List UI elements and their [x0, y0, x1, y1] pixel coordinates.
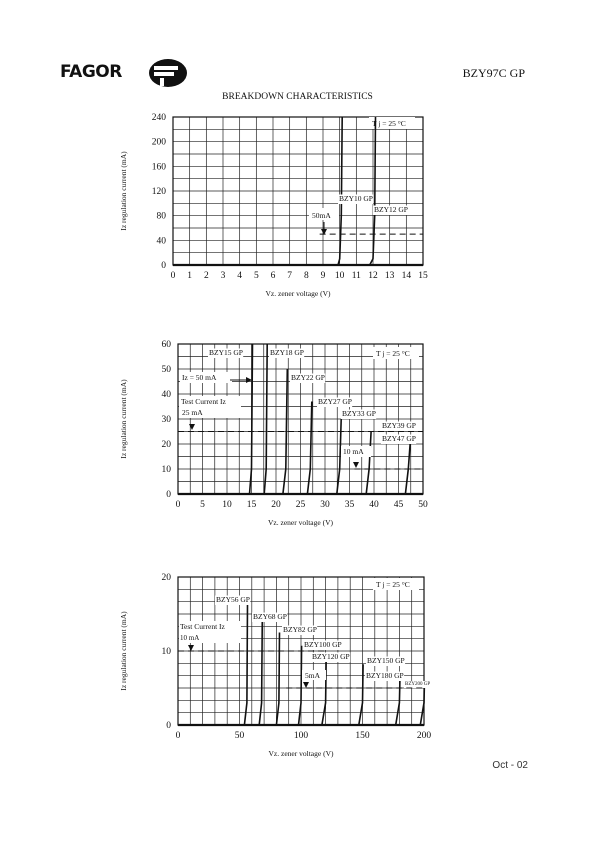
iz-label: Iz = 50 mA: [182, 373, 217, 382]
breakdown-curve: [244, 603, 247, 725]
series-label: BZY68 GP: [253, 612, 287, 621]
x-tick-label: 12: [368, 271, 378, 281]
x-tick-label: 10: [222, 500, 232, 510]
x-tick-label: 45: [393, 500, 404, 510]
y-tick-label: 0: [166, 490, 171, 500]
x-tick-label: 200: [416, 731, 432, 741]
y-tick-label: 10: [161, 647, 171, 657]
temperature-condition: T j = 25 °C: [376, 580, 410, 589]
series-label: BZY22 GP: [291, 373, 325, 382]
series-label: BZY10 GP: [339, 194, 373, 203]
series-label: BZY18 GP: [270, 348, 304, 357]
x-tick-label: 35: [344, 500, 355, 510]
y-tick-label: 30: [161, 415, 171, 425]
x-tick-label: 100: [293, 731, 309, 741]
x-tick-label: 50: [234, 731, 245, 741]
x-tick-label: 15: [246, 500, 257, 510]
revision-date: Oct - 02: [492, 760, 528, 771]
y-tick-label: 20: [161, 440, 171, 450]
x-tick-label: 25: [295, 500, 306, 510]
temperature-condition: T j = 25 °C: [376, 349, 410, 358]
y-tick-label: 120: [151, 187, 166, 197]
y-tick-label: 60: [161, 340, 171, 350]
x-tick-label: 7: [287, 271, 293, 281]
x-tick-label: 30: [320, 500, 330, 510]
series-label: BZY56 GP: [216, 595, 250, 604]
x-tick-label: 0: [175, 500, 181, 510]
series-label: BZY27 GP: [318, 397, 352, 406]
y-axis-label: Iz regulation current (mA): [119, 379, 128, 459]
x-tick-label: 8: [303, 271, 309, 281]
y-tick-label: 80: [156, 211, 166, 222]
y-tick-label: 240: [151, 113, 166, 123]
part-number: BZY97C GP: [462, 66, 525, 80]
series-label: BZY180 GP: [366, 671, 404, 680]
series-label: BZY33 GP: [342, 409, 376, 418]
test-current-value: 10 mA: [343, 447, 364, 456]
x-tick-label: 13: [384, 271, 395, 281]
x-tick-label: 1: [187, 271, 193, 281]
y-axis-label: Iz regulation current (mA): [119, 611, 128, 691]
y-tick-label: 40: [156, 236, 166, 247]
x-tick-label: 11: [351, 271, 361, 281]
series-label: BZY82 GP: [283, 625, 317, 634]
x-tick-label: 2: [203, 271, 209, 281]
x-tick-label: 50: [418, 500, 428, 510]
y-tick-label: 40: [161, 390, 171, 400]
series-label: BZY15 GP: [209, 348, 243, 357]
temperature-condition: T j = 25 °C: [372, 119, 406, 128]
series-label: BZY100 GP: [304, 640, 342, 649]
x-tick-label: 6: [270, 271, 276, 281]
x-tick-label: 9: [320, 271, 326, 281]
test-current-label: Test Current Iz: [180, 622, 225, 631]
y-tick-label: 0: [166, 721, 171, 731]
test-current-value: 5mA: [305, 671, 320, 680]
test-current-value: 10 mA: [180, 634, 200, 642]
y-tick-label: 0: [161, 261, 166, 271]
x-tick-label: 10: [334, 271, 345, 281]
breakdown-curve: [259, 618, 262, 725]
series-label: BZY39 GP: [382, 421, 416, 430]
series-label: BZY47 GP: [382, 434, 416, 443]
y-tick-label: 50: [161, 365, 171, 375]
x-tick-label: 40: [369, 500, 379, 510]
series-label: BZY150 GP: [367, 656, 405, 665]
logo-text: FAGOR: [60, 62, 122, 82]
series-label: BZY120 GP: [312, 652, 350, 661]
x-axis-label: Vz. zener voltage (V): [268, 518, 333, 527]
series-label: BZY200 GP: [405, 682, 431, 687]
series-label: BZY12 GP: [374, 205, 408, 214]
y-tick-label: 10: [161, 465, 171, 475]
x-tick-label: 0: [175, 731, 181, 741]
y-axis-label: Iz regulation current (mA): [119, 151, 128, 231]
test-current-label: 50mA: [312, 211, 331, 220]
x-axis-label: Vz. zener voltage (V): [265, 289, 331, 298]
y-tick-label: 20: [161, 573, 171, 583]
test-current-label: Test Current Iz: [181, 397, 226, 406]
document-title: BREAKDOWN CHARACTERISTICS: [222, 92, 373, 102]
arrow-icon: [303, 682, 309, 688]
x-tick-label: 5: [253, 271, 259, 281]
arrow-icon: [188, 645, 194, 651]
x-tick-label: 14: [401, 271, 412, 281]
breakdown-curve: [276, 633, 279, 726]
x-tick-label: 15: [418, 271, 428, 281]
y-tick-label: 160: [151, 162, 166, 173]
x-axis-label: Vz. zener voltage (V): [268, 749, 334, 758]
x-tick-label: 4: [237, 271, 243, 281]
y-tick-label: 200: [151, 137, 166, 148]
x-tick-label: 20: [271, 500, 281, 510]
x-tick-label: 3: [220, 271, 226, 281]
x-tick-label: 5: [200, 500, 205, 510]
test-current-value: 25 mA: [182, 408, 203, 417]
x-tick-label: 0: [170, 271, 176, 281]
x-tick-label: 150: [355, 731, 370, 741]
